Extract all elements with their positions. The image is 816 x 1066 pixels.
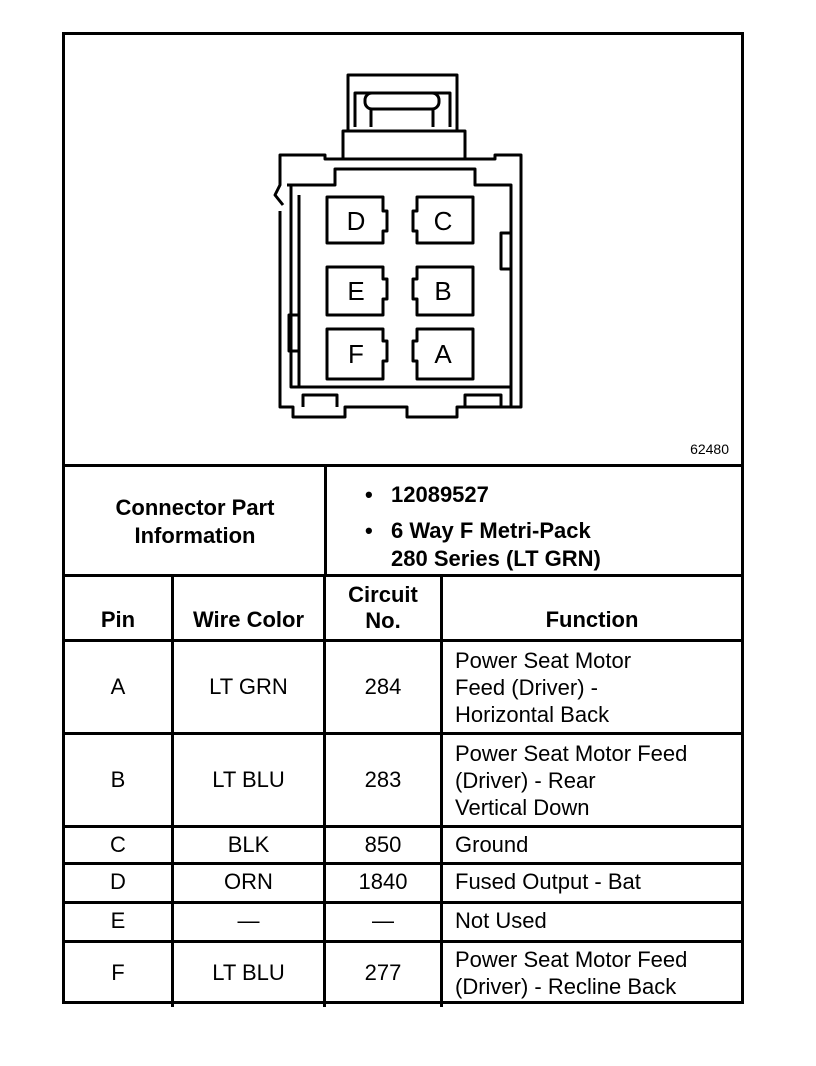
row-f-wire-color: LT BLU [212,960,285,985]
connector-drawing [65,35,741,467]
description-bullet [365,517,601,573]
header-circuit-line2: No. [365,608,401,633]
connector-face-diagram [65,35,741,467]
row-d-pin: D [110,869,126,894]
row-a-function-line2: Feed (Driver) - [455,674,599,700]
row-b-wire-color: LT BLU [212,767,285,792]
description-line2: 280 Series (LT GRN) [391,546,601,571]
row-c-function: Ground [455,832,529,857]
figure-number: 62480 [690,441,729,457]
row-f-function-line2: (Driver) - Recline Back [455,974,677,999]
row-f-function [443,943,741,1003]
header-pin: Pin [100,607,136,632]
row-e-wire-color: — [237,908,260,933]
connector-part-info-label [65,470,325,574]
row-b-function-line1: Power Seat Motor Feed [455,740,688,766]
header-wire-color: Wire Color [192,607,305,632]
row-c-circuit: 850 [364,832,402,857]
description-block [391,517,601,573]
row-e-function: Not Used [455,908,547,933]
info-label-line1: Connector Part [115,495,275,520]
header-circuit-line1: Circuit [348,582,418,607]
info-label-line2: Information [134,523,256,548]
header-function: Function [545,607,639,632]
description-line1: 6 Way F Metri-Pack [391,518,591,543]
bullet-mark: • [365,518,373,543]
row-f-circuit: 277 [364,960,402,985]
row-b-function [443,735,741,825]
cavity-d-label: D [346,206,366,236]
row-a-function-line1: Power Seat Motor [455,647,632,673]
row-f-pin: F [111,960,125,985]
header-circuit-no [326,577,440,639]
row-d-circuit: 1840 [358,869,408,894]
row-b-function-line3: Vertical Down [455,794,590,820]
row-b-function-line2: (Driver) - Rear [455,767,596,793]
cavity-b-label: B [434,276,452,306]
row-c-pin: C [110,832,126,857]
connector-part-info-values [365,481,601,581]
row-e-pin: E [110,908,126,933]
row-a-wire-color: LT GRN [209,674,288,699]
row-d-wire-color: ORN [224,869,273,894]
row-c-wire-color: BLK [227,832,270,857]
cavity-c-label: C [433,206,453,236]
row-a-circuit: 284 [364,674,402,699]
row-a-function-line3: Horizontal Back [455,701,610,727]
connector-sheet [62,32,744,1004]
row-e-circuit: — [372,908,394,933]
bullet-mark: • [365,482,373,507]
row-f-function-line1: Power Seat Motor Feed [455,947,688,972]
row-d-function: Fused Output - Bat [455,869,641,894]
cavity-e-label: E [347,276,365,306]
cavity-f-label: F [348,339,364,369]
cavity-a-label: A [434,339,452,369]
row-a-function [443,642,741,732]
row-b-circuit: 283 [364,767,402,792]
row-b-pin: B [110,767,126,792]
part-number: 12089527 [391,482,489,507]
row-a-pin: A [110,674,126,699]
part-number-bullet [365,481,601,509]
drawing-divider [65,464,741,467]
